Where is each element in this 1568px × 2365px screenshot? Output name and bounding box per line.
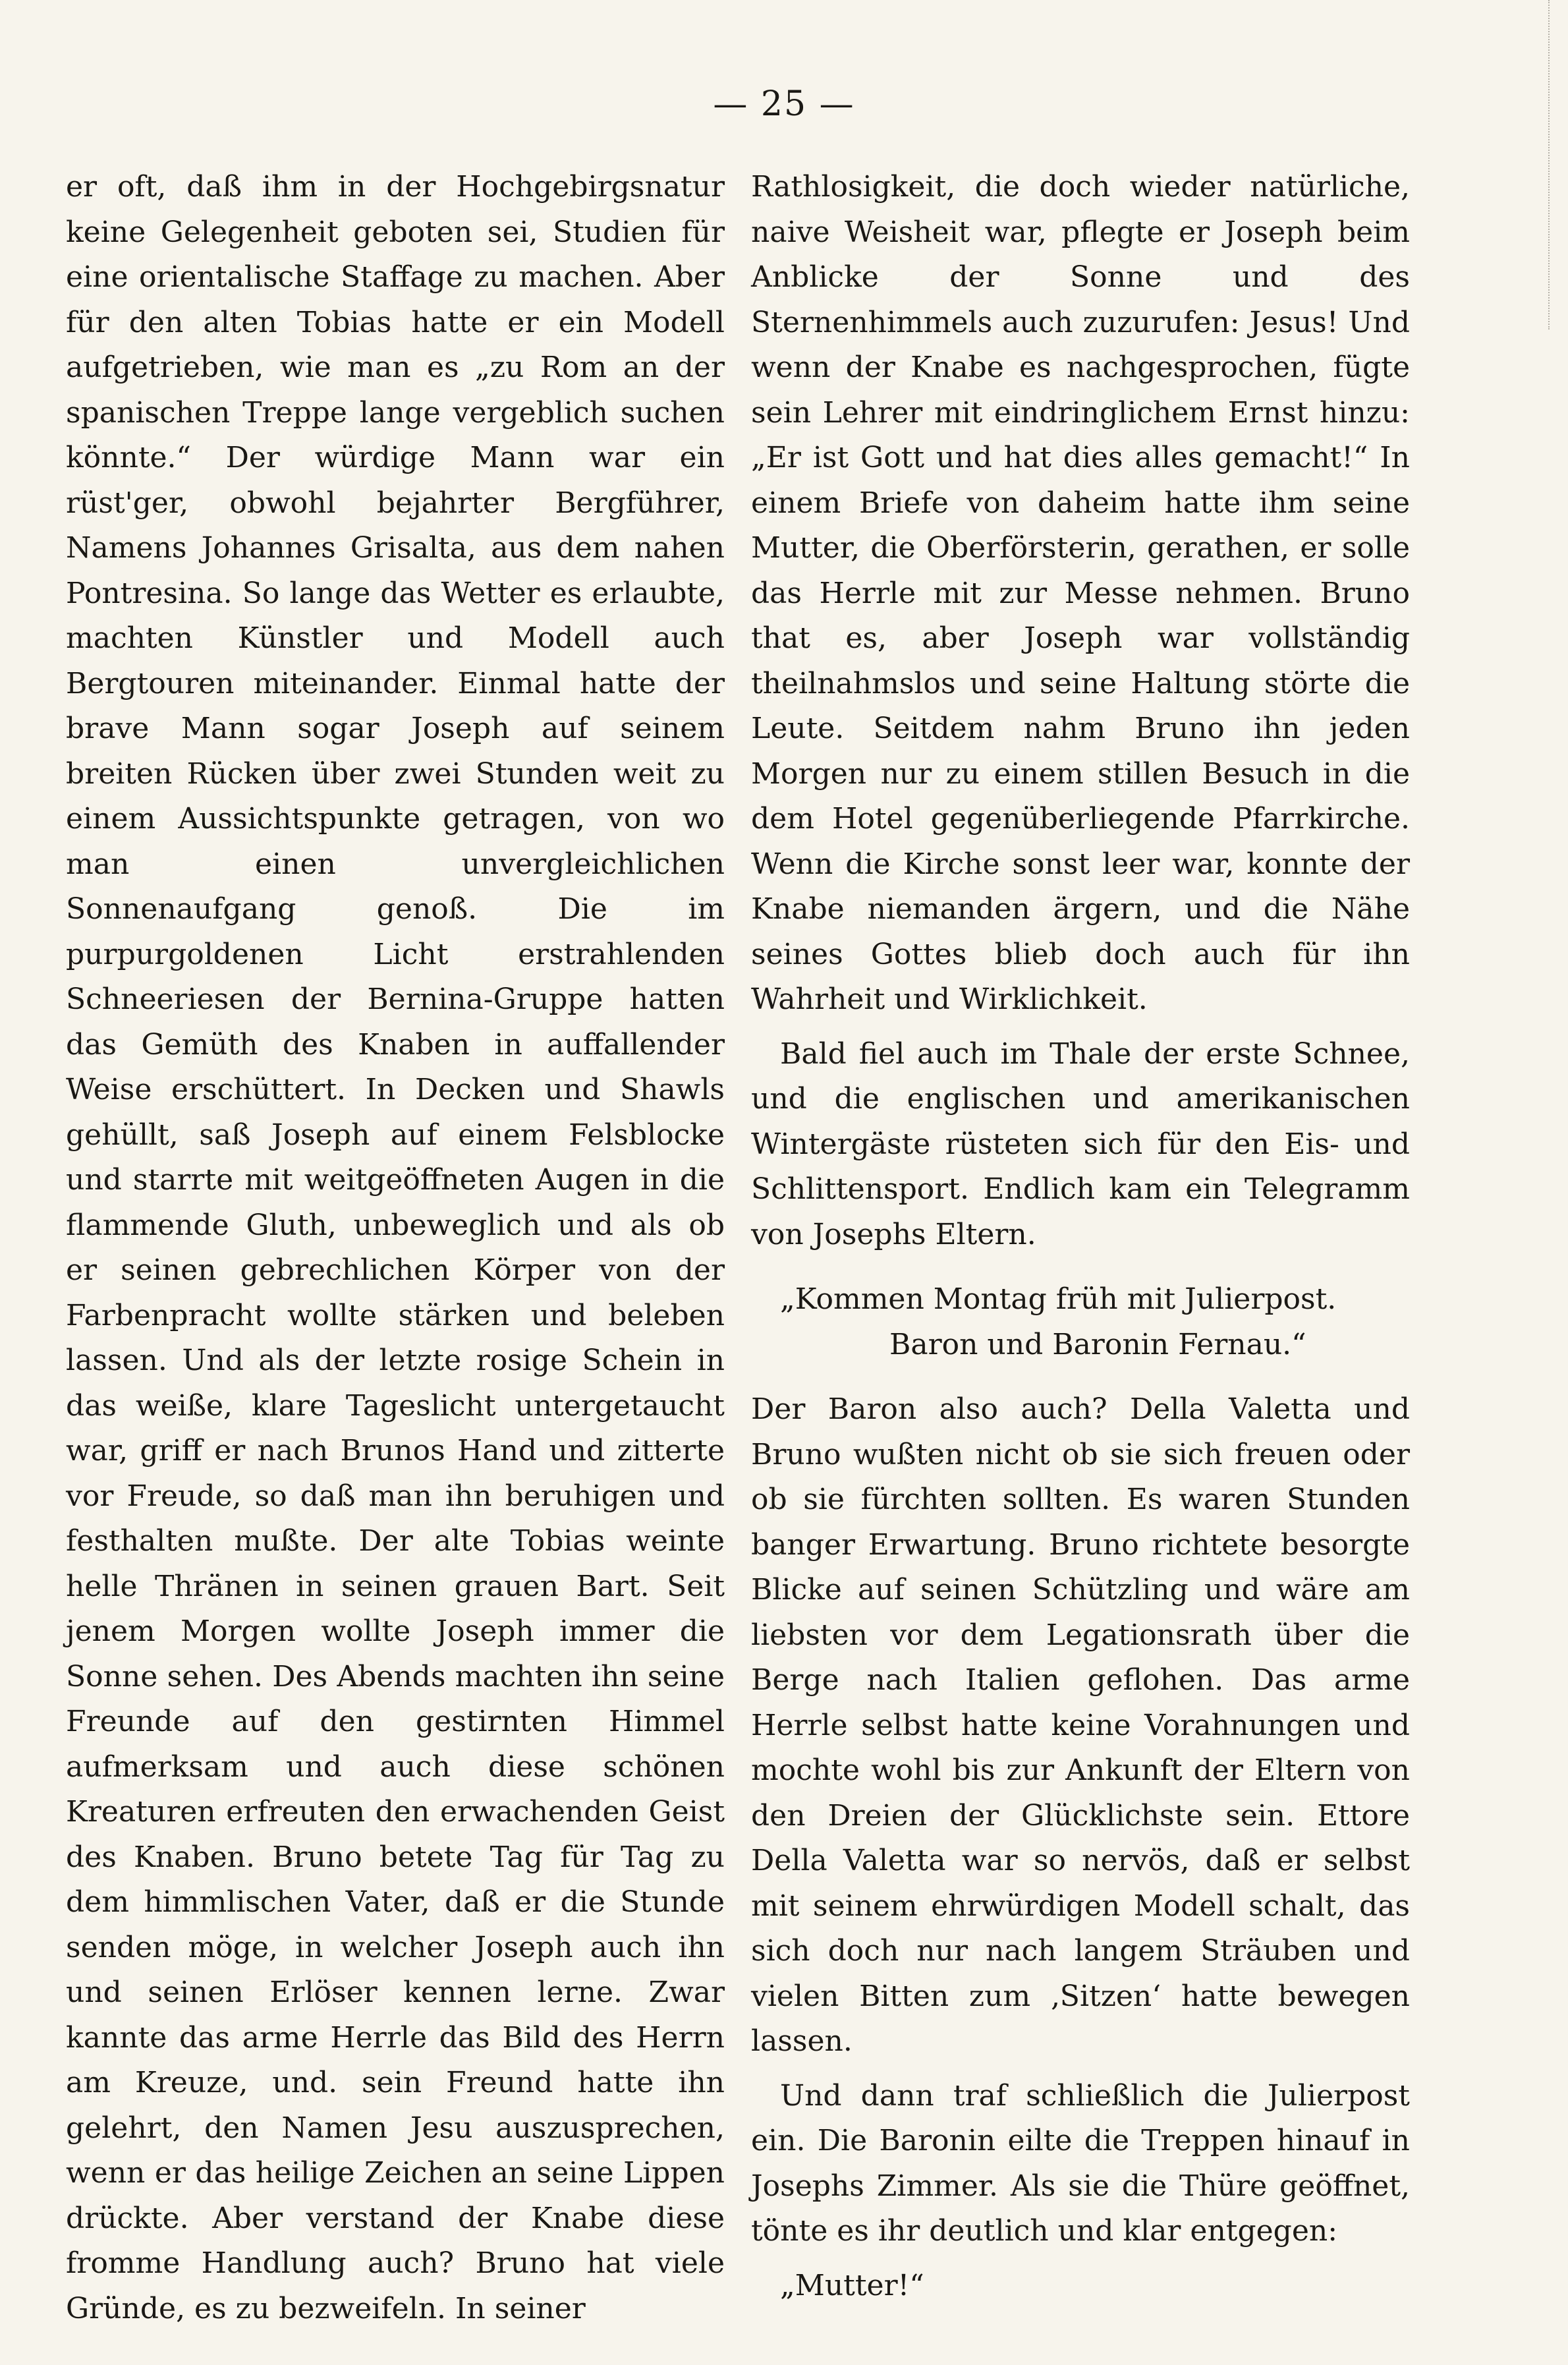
telegram-quote: [751, 1277, 1410, 1367]
telegram-line-1: „Kommen Montag früh mit Julierpost.: [780, 1282, 1337, 1316]
left-column: [66, 165, 725, 2331]
right-paragraph-3: Der Baron also auch? Della Valetta und Bruno wußten nicht ob sie sich freuen oder ob sie fürchten sollten. Es waren Stunden banger Erwartung. Bruno richtete besorgte Blicke auf seinen Schützling und wäre am liebsten vor dem Legationsrath über die Berge nach Italien geflohen. Das arme Herrle selbst hatte keine Vorahnungen und mochte wohl bis zur Ankunft der Eltern von den Dreien der Glücklichste sein. Ettore Della Valetta war so nervös, daß er selbst mit seinem ehrwürdigen Modell schalt, das sich doch nur nach langem Sträuben und vielen Bitten zum ‚Sitzen‘ hatte bewegen lassen.: [751, 1392, 1410, 2058]
page-edge-marks: [1544, 0, 1550, 329]
telegram-line-2: Baron und Baronin Fernau.“: [889, 1327, 1306, 1361]
right-paragraph-4: Und dann traf schließlich die Julierpost ein. Die Baronin eilte die Treppen hinauf in Josephs Zimmer. Als sie die Thüre geöffnet, tönte es ihr deutlich und klar entgegen:: [751, 2078, 1410, 2248]
left-paragraph-1: er oft, daß ihm in der Hochgebirgsnatur keine Gelegenheit geboten sei, Studien für eine orientalische Staffage zu machen. Aber für den alten Tobias hatte er ein Modell aufgetrieben, wie man es „zu Rom an der spanischen Treppe lange vergeblich suchen könnte.“ Der würdige Mann war ein rüst'ger, obwohl bejahrter Bergführer, Namens Johannes Grisalta, aus dem nahen Pontresina. So lange das Wetter es erlaubte, machten Künstler und Modell auch Bergtouren miteinander. Einmal hatte der brave Mann sogar Joseph auf seinem breiten Rücken über zwei Stunden weit zu einem Aussichtspunkte getragen, von wo man einen unvergleichlichen Sonnenaufgang genoß. Die im purpurgoldenen Licht erstrahlenden Schneeriesen der Bernina-Gruppe hatten das Gemüth des Knaben in auffallender Weise erschüttert. In Decken und Shawls gehüllt, saß Joseph auf einem Felsblocke und starrte mit weitgeöffneten Augen in die flammende Gluth, unbeweglich und als ob er seinen gebrechlichen Körper von der Farbenpracht wollte stärken und beleben lassen. Und als der letzte rosige Schein in das weiße, klare Tageslicht untergetaucht war, griff er nach Brunos Hand und zitterte vor Freude, so daß man ihn beruhigen und festhalten mußte. Der alte Tobias weinte helle Thränen in seinen grauen Bart. Seit jenem Morgen wollte Joseph immer die Sonne sehen. Des Abends machten ihn seine Freunde auf den gestirnten Himmel aufmerksam und auch diese schönen Kreaturen erfreuten den erwachenden Geist des Knaben. Bruno betete Tag für Tag zu dem himmlischen Vater, daß er die Stunde senden möge, in welcher Joseph auch ihn und seinen Erlöser kennen lerne. Zwar kannte das arme Herrle das Bild des Herrn am Kreuze, und. sein Freund hatte ihn gelehrt, den Namen Jesu auszusprechen, wenn er das heilige Zeichen an seine Lippen drückte. Aber verstand der Knabe diese fromme Handlung auch? Bruno hat viele Gründe, es zu bezweifeln. In seiner: [66, 170, 725, 2325]
closing-exclamation: „Mutter!“: [780, 2268, 924, 2302]
right-paragraph-1: Rathlosigkeit, die doch wieder natürliche, naive Weisheit war, pflegte er Joseph beim Anblicke der Sonne und des Sternenhimmels auch zuzurufen: Jesus! Und wenn der Knabe es nachgesprochen, fügte sein Lehrer mit eindringlichem Ernst hinzu: „Er ist Gott und hat dies alles gemacht!“ In einem Briefe von daheim hatte ihm seine Mutter, die Oberförsterin, gerathen, er solle das Herrle mit zur Messe nehmen. Bruno that es, aber Joseph war vollständig theilnahmslos und seine Haltung störte die Leute. Seitdem nahm Bruno ihn jeden Morgen nur zu einem stillen Besuch in die dem Hotel gegenüberliegende Pfarrkirche. Wenn die Kirche sonst leer war, konnte der Knabe niemanden ärgern, und die Nähe seines Gottes blieb doch auch für ihn Wahrheit und Wirklichkeit.: [751, 170, 1410, 1016]
right-paragraph-2: Bald fiel auch im Thale der erste Schnee, und die englischen und amerikanischen Wintergäste rüsteten sich für den Eis- und Schlittensport. Endlich kam ein Telegramm von Josephs Eltern.: [751, 1037, 1410, 1251]
page-number: — 25 —: [713, 84, 855, 124]
right-column: [751, 165, 1410, 2308]
